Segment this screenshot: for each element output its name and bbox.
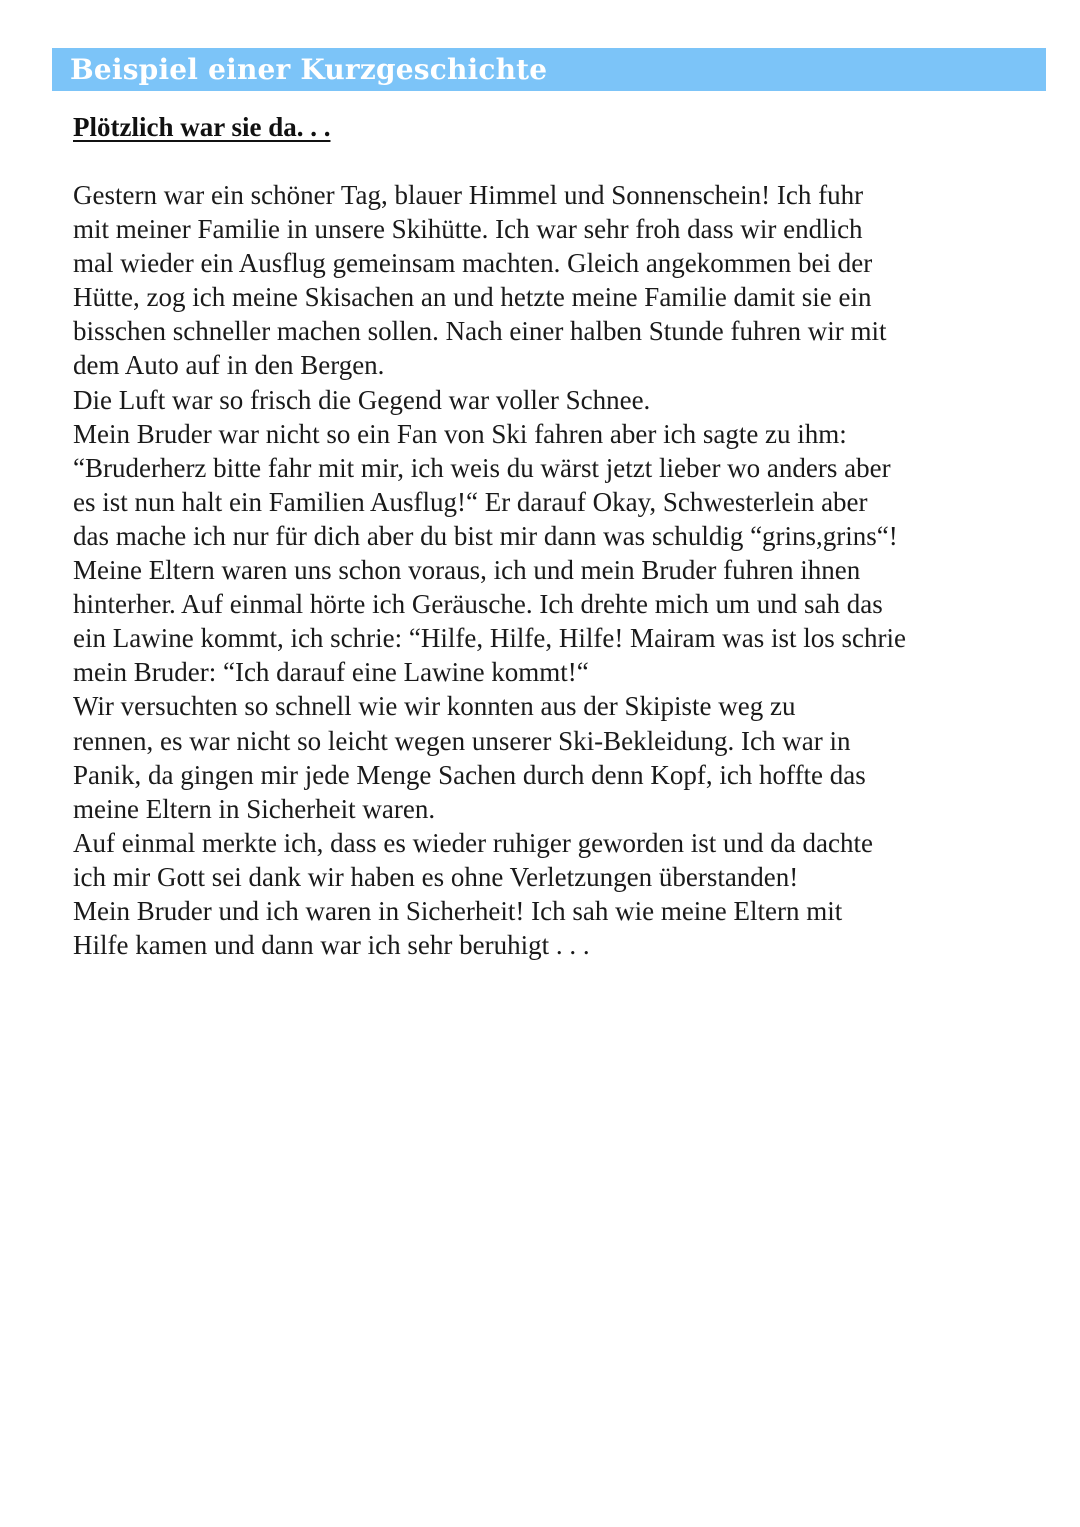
- story-line: Wir versuchten so schnell wie wir konnten aus der Skipiste weg zu: [73, 691, 796, 722]
- story-line: Hütte, zog ich meine Skisachen an und hetzte meine Familie damit sie ein: [73, 282, 872, 313]
- story-line: “Bruderherz bitte fahr mit mir, ich weis du wärst jetzt lieber wo anders aber: [73, 452, 891, 483]
- section-header-bar: [52, 48, 1046, 91]
- story-line: Hilfe kamen und dann war ich sehr beruhigt . . .: [73, 930, 590, 961]
- story-line: Mein Bruder war nicht so ein Fan von Ski fahren aber ich sagte zu ihm:: [73, 418, 847, 449]
- story-line: das mache ich nur für dich aber du bist mir dann was schuldig “grins,grins“!: [73, 520, 898, 551]
- section-header-title: Beispiel einer Kurzgeschichte: [70, 53, 548, 86]
- story-line: ein Lawine kommt, ich schrie: “Hilfe, Hilfe, Hilfe! Mairam was ist los schrie: [73, 623, 907, 654]
- story-line: mit meiner Familie in unsere Skihütte. Ich war sehr froh dass wir endlich: [73, 214, 863, 245]
- story-line: Die Luft war so frisch die Gegend war voller Schnee.: [73, 384, 651, 415]
- story-line: mal wieder ein Ausflug gemeinsam machten. Gleich angekommen bei der: [73, 248, 873, 279]
- story-line: Auf einmal merkte ich, dass es wieder ruhiger geworden ist und da dachte: [73, 827, 873, 858]
- story-body: [73, 178, 1033, 962]
- story-line: Mein Bruder und ich waren in Sicherheit! Ich sah wie meine Eltern mit: [73, 895, 843, 926]
- story-line: Meine Eltern waren uns schon voraus, ich und mein Bruder fuhren ihnen: [73, 555, 861, 586]
- story-line: Gestern war ein schöner Tag, blauer Himmel und Sonnenschein! Ich fuhr: [73, 180, 864, 210]
- story-line: Panik, da gingen mir jede Menge Sachen durch denn Kopf, ich hoffte das: [73, 759, 866, 790]
- story-line: ich mir Gott sei dank wir haben es ohne Verletzungen überstanden!: [73, 861, 799, 892]
- story-line: mein Bruder: “Ich darauf eine Lawine kommt!“: [73, 657, 589, 688]
- story-line: dem Auto auf in den Bergen.: [73, 350, 385, 381]
- story-title: Plötzlich war sie da. . .: [73, 112, 331, 142]
- story-line: meine Eltern in Sicherheit waren.: [73, 793, 436, 824]
- story-line: es ist nun halt ein Familien Ausflug!“ Er darauf Okay, Schwesterlein aber: [73, 486, 868, 517]
- story-line: bisschen schneller machen sollen. Nach einer halben Stunde fuhren wir mit: [73, 316, 887, 347]
- story-line: hinterher. Auf einmal hörte ich Geräusche. Ich drehte mich um und sah das: [73, 589, 883, 620]
- story-line: rennen, es war nicht so leicht wegen unserer Ski-Bekleidung. Ich war in: [73, 725, 851, 756]
